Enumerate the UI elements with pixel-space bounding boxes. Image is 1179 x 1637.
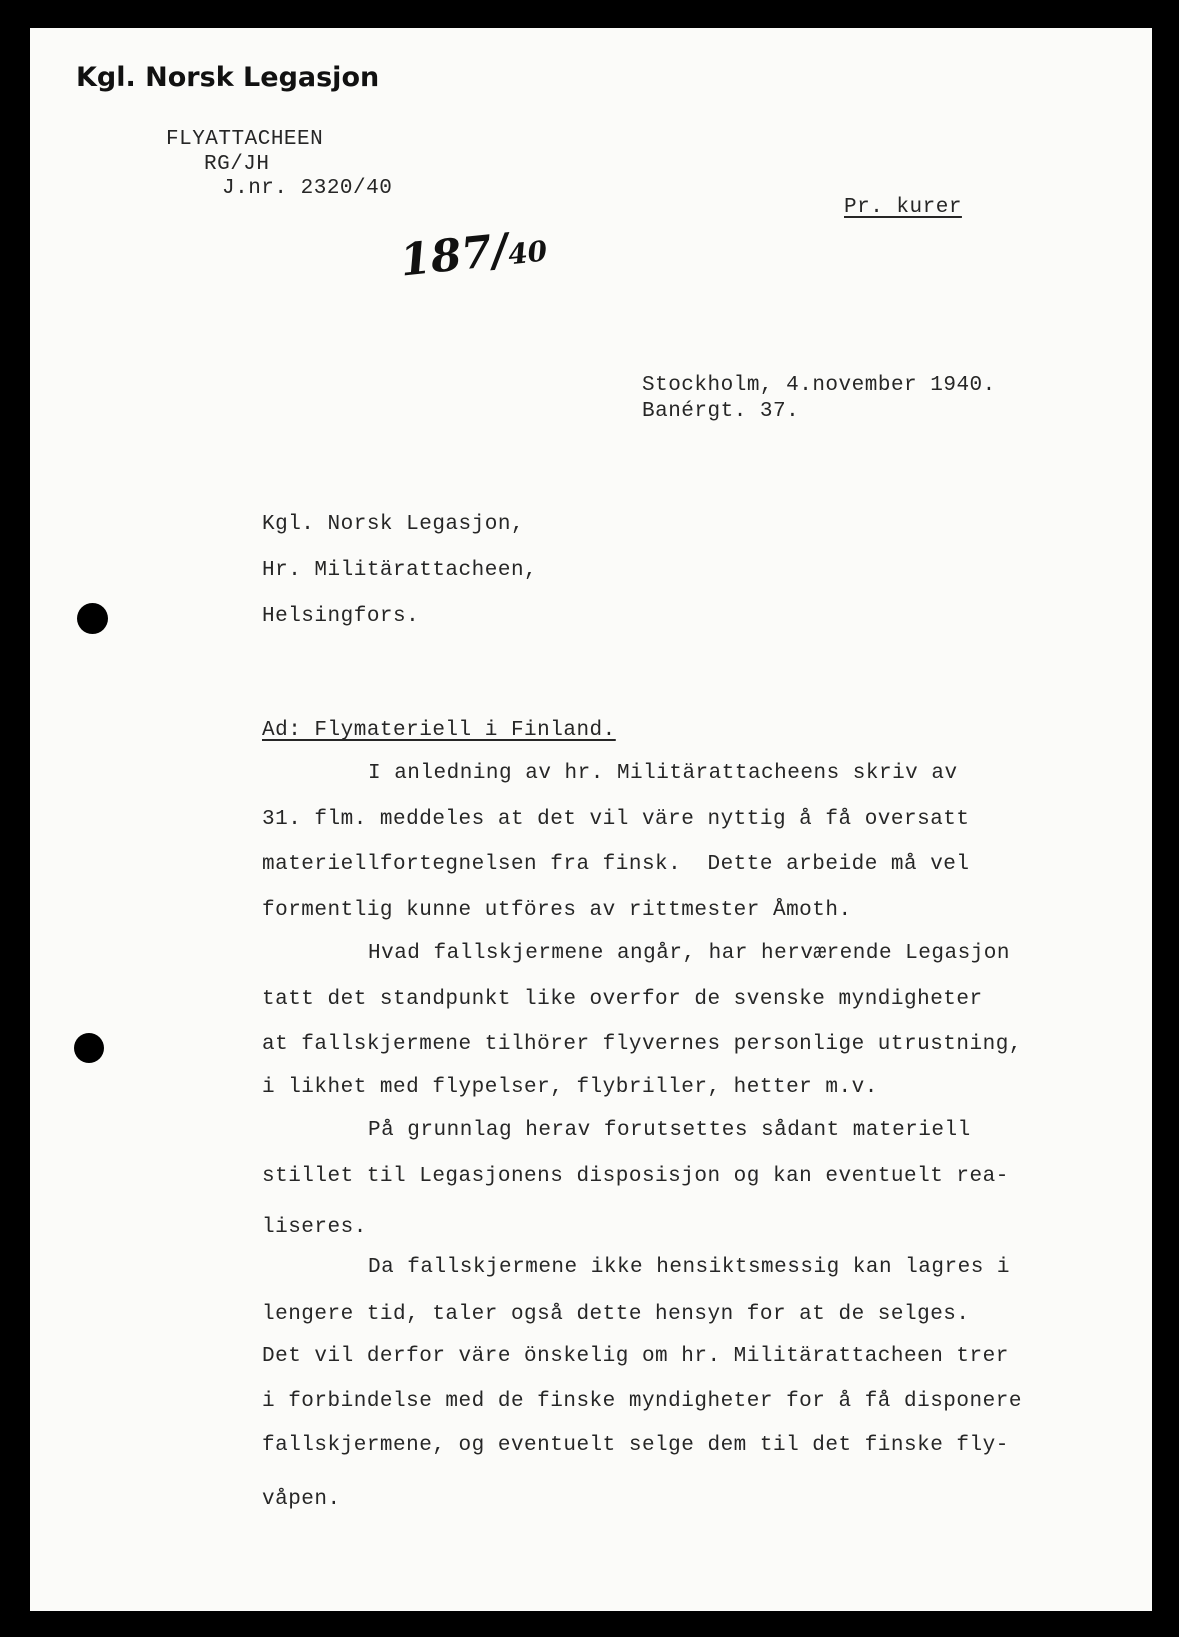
- body-line: Det vil derfor väre önskelig om hr. Militärattacheen trer: [262, 1345, 1009, 1368]
- body-line: våpen.: [262, 1488, 341, 1511]
- body-line: lengere tid, taler også dette hensyn for at de selges.: [262, 1303, 970, 1326]
- delivery-note: Pr. kurer: [844, 196, 962, 219]
- body-line: liseres.: [262, 1216, 367, 1239]
- subject-line: Ad: Flymateriell i Finland.: [262, 719, 616, 742]
- letterhead-dept: FLYATTACHEEN: [166, 128, 324, 151]
- body-line: I anledning av hr. Militärattacheens skriv av: [368, 762, 958, 785]
- body-line: stillet til Legasjonens disposisjon og kan eventuelt rea-: [262, 1165, 1009, 1188]
- body-line: 31. flm. meddeles at det vil väre nyttig å få oversatt: [262, 808, 970, 831]
- handwritten-year: 40: [506, 234, 549, 272]
- body-line: tatt det standpunkt like overfor de svenske myndigheter: [262, 988, 983, 1011]
- sender-address: Banérgt. 37.: [642, 400, 800, 423]
- recipient-line: Kgl. Norsk Legasjon,: [262, 513, 525, 536]
- journal-number: J.nr. 2320/40: [222, 177, 393, 200]
- recipient-line: Helsingfors.: [262, 605, 420, 628]
- body-line: fallskjermene, og eventuelt selge dem til det finske fly-: [262, 1434, 1009, 1457]
- letterhead-title: Kgl. Norsk Legasjon: [76, 62, 380, 93]
- body-line: at fallskjermene tilhörer flyvernes personlige utrustning,: [262, 1033, 1022, 1056]
- body-line: materiellfortegnelsen fra finsk. Dette arbeide må vel: [262, 853, 970, 876]
- recipient-line: Hr. Militärattacheen,: [262, 559, 538, 582]
- handwritten-reference: 187/40: [397, 224, 549, 287]
- place-date: Stockholm, 4.november 1940.: [642, 374, 996, 397]
- body-line: i forbindelse med de finske myndigheter for å få disponere: [262, 1390, 1022, 1413]
- body-line: Hvad fallskjermene angår, har herværende Legasjon: [368, 942, 1011, 965]
- body-line: formentlig kunne utföres av rittmester Åmoth.: [262, 899, 852, 922]
- body-line: På grunnlag herav forutsettes sådant materiell: [368, 1119, 971, 1142]
- body-line: Da fallskjermene ikke hensiktsmessig kan lagres i: [368, 1256, 1011, 1279]
- punch-hole: [77, 603, 108, 634]
- punch-hole: [74, 1033, 104, 1063]
- handwritten-number: 187: [397, 226, 495, 287]
- letterhead-ref: RG/JH: [204, 153, 270, 176]
- body-line: i likhet med flypelser, flybriller, hetter m.v.: [262, 1076, 878, 1099]
